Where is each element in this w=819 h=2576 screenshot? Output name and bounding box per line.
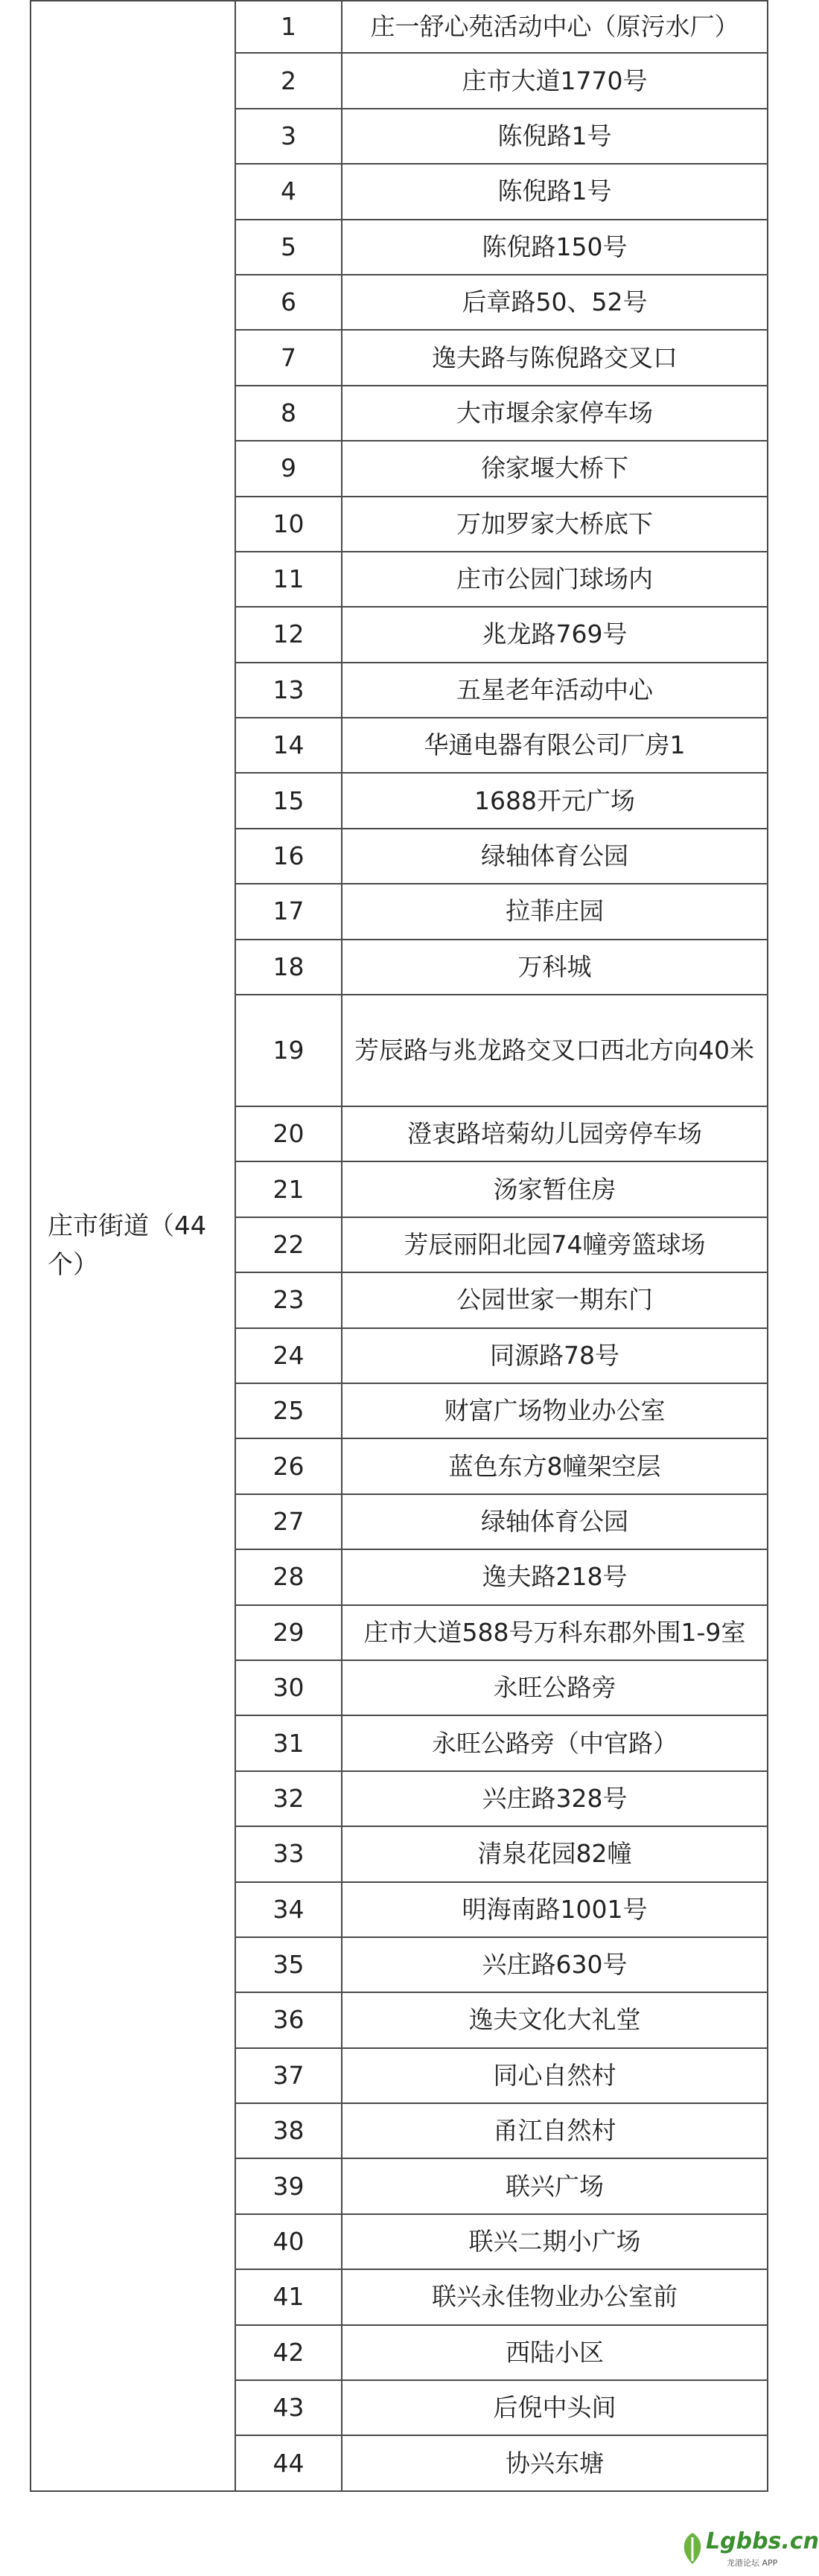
table-row xyxy=(31,1,768,53)
location-table xyxy=(30,0,768,2492)
row-address: 后倪中头间 xyxy=(342,2380,768,2435)
row-number: 4 xyxy=(235,164,342,219)
row-number: 20 xyxy=(235,1106,342,1161)
row-address: 甬江自然村 xyxy=(342,2103,768,2158)
row-address: 万加罗家大桥底下 xyxy=(342,497,768,552)
row-number: 13 xyxy=(235,663,342,718)
row-address: 大市堰余家停车场 xyxy=(342,386,768,441)
row-address: 兴庄路630号 xyxy=(342,1937,768,1992)
row-address: 徐家堰大桥下 xyxy=(342,441,768,496)
row-address: 陈倪路150号 xyxy=(342,220,768,275)
row-number: 12 xyxy=(235,607,342,662)
watermark-sub: 龙港论坛 APP xyxy=(727,2558,778,2568)
row-address: 华通电器有限公司厂房1 xyxy=(342,718,768,773)
location-table-container xyxy=(30,0,767,2576)
row-number: 36 xyxy=(235,1992,342,2047)
row-address: 庄一舒心苑活动中心（原污水厂） xyxy=(342,1,768,53)
row-number: 42 xyxy=(235,2325,342,2380)
row-number: 5 xyxy=(235,220,342,275)
row-address: 公园世家一期东门 xyxy=(342,1272,768,1327)
row-address: 逸夫路与陈倪路交叉口 xyxy=(342,330,768,385)
watermark-brand: Lgbbs.cn xyxy=(706,2528,819,2554)
row-address: 芳辰丽阳北园74幢旁篮球场 xyxy=(342,1217,768,1272)
row-number: 1 xyxy=(235,1,342,53)
row-address: 后章路50、52号 xyxy=(342,275,768,330)
row-address: 永旺公路旁（中官路） xyxy=(342,1715,768,1770)
row-address: 庄市大道1770号 xyxy=(342,53,768,108)
row-number: 25 xyxy=(235,1383,342,1438)
row-number: 2 xyxy=(235,53,342,108)
row-number: 6 xyxy=(235,275,342,330)
row-address: 清泉花园82幢 xyxy=(342,1826,768,1881)
row-number: 11 xyxy=(235,552,342,607)
row-address: 联兴广场 xyxy=(342,2158,768,2213)
row-address: 绿轴体育公园 xyxy=(342,1494,768,1549)
row-address: 同源路78号 xyxy=(342,1328,768,1383)
row-address: 汤家暂住房 xyxy=(342,1161,768,1217)
row-address: 明海南路1001号 xyxy=(342,1882,768,1937)
row-address: 逸夫文化大礼堂 xyxy=(342,1992,768,2047)
row-number: 14 xyxy=(235,718,342,773)
row-address: 澄衷路培菊幼儿园旁停车场 xyxy=(342,1106,768,1161)
row-address: 逸夫路218号 xyxy=(342,1549,768,1604)
row-address: 西陆小区 xyxy=(342,2325,768,2380)
row-address: 协兴东塘 xyxy=(342,2435,768,2490)
row-number: 16 xyxy=(235,829,342,884)
row-number: 39 xyxy=(235,2158,342,2213)
row-address: 同心自然村 xyxy=(342,2048,768,2103)
row-address: 拉菲庄园 xyxy=(342,884,768,939)
row-address: 兆龙路769号 xyxy=(342,607,768,662)
row-address: 庄市公园门球场内 xyxy=(342,552,768,607)
row-address: 1688开元广场 xyxy=(342,773,768,828)
row-address: 兴庄路328号 xyxy=(342,1771,768,1826)
row-number: 33 xyxy=(235,1826,342,1881)
site-watermark xyxy=(678,2527,819,2572)
row-number: 40 xyxy=(235,2214,342,2269)
row-number: 22 xyxy=(235,1217,342,1272)
row-number: 7 xyxy=(235,330,342,385)
row-number: 17 xyxy=(235,884,342,939)
row-number: 21 xyxy=(235,1161,342,1217)
row-number: 3 xyxy=(235,109,342,164)
row-number: 15 xyxy=(235,773,342,828)
row-number: 31 xyxy=(235,1715,342,1770)
row-number: 9 xyxy=(235,441,342,496)
row-address: 永旺公路旁 xyxy=(342,1660,768,1715)
row-number: 34 xyxy=(235,1882,342,1937)
row-number: 35 xyxy=(235,1937,342,1992)
row-address: 联兴二期小广场 xyxy=(342,2214,768,2269)
row-number: 38 xyxy=(235,2103,342,2158)
row-number: 29 xyxy=(235,1605,342,1660)
row-address: 绿轴体育公园 xyxy=(342,829,768,884)
row-number: 28 xyxy=(235,1549,342,1604)
row-address: 五星老年活动中心 xyxy=(342,663,768,718)
row-number: 32 xyxy=(235,1771,342,1826)
row-address: 蓝色东方8幢架空层 xyxy=(342,1438,768,1493)
row-number: 41 xyxy=(235,2269,342,2324)
row-number: 24 xyxy=(235,1328,342,1383)
row-number: 44 xyxy=(235,2435,342,2490)
row-address: 陈倪路1号 xyxy=(342,164,768,219)
row-address: 芳辰路与兆龙路交叉口西北方向40米 xyxy=(342,995,768,1106)
row-number: 19 xyxy=(235,995,342,1106)
row-address: 万科城 xyxy=(342,940,768,995)
row-number: 37 xyxy=(235,2048,342,2103)
leaf-logo-icon xyxy=(678,2530,707,2567)
row-number: 27 xyxy=(235,1494,342,1549)
row-address: 财富广场物业办公室 xyxy=(342,1383,768,1438)
row-number: 26 xyxy=(235,1438,342,1493)
group-label-cell: 庄市街道（44个） xyxy=(31,1,235,2491)
row-number: 43 xyxy=(235,2380,342,2435)
row-address: 联兴永佳物业办公室前 xyxy=(342,2269,768,2324)
row-number: 30 xyxy=(235,1660,342,1715)
row-address: 庄市大道588号万科东郡外围1-9室 xyxy=(342,1605,768,1660)
row-number: 18 xyxy=(235,940,342,995)
row-number: 8 xyxy=(235,386,342,441)
row-number: 10 xyxy=(235,497,342,552)
row-number: 23 xyxy=(235,1272,342,1327)
row-address: 陈倪路1号 xyxy=(342,109,768,164)
